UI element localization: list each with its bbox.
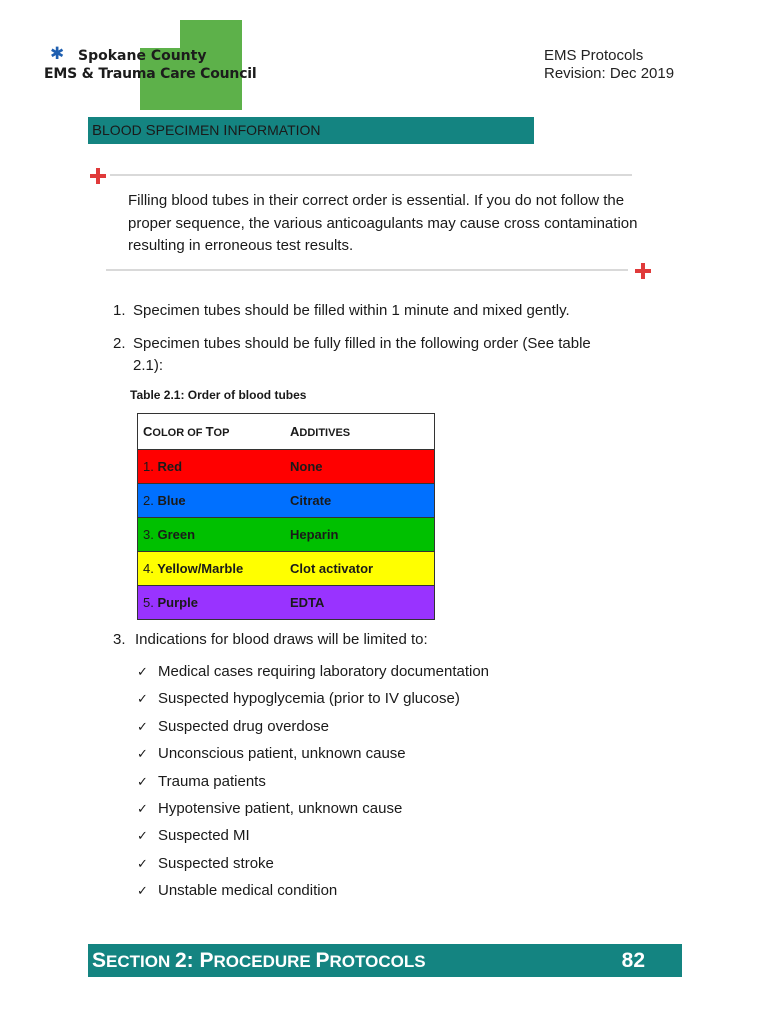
checkmark-icon: ✓ (137, 884, 148, 900)
heading-text: PECIMEN (155, 122, 224, 138)
tube-additive: Clot activator (290, 561, 374, 576)
revision-date: Revision: Dec 2019 (544, 65, 675, 82)
heading-text: NFORMATION (227, 122, 321, 138)
step-1 (113, 300, 633, 322)
list-item: ✓ Unstable medical condition (137, 881, 489, 908)
tube-color: Red (157, 459, 183, 474)
callout-top-rule (110, 174, 632, 176)
table-row (138, 483, 434, 517)
tube-additive: None (290, 459, 323, 474)
tube-color: Green (157, 527, 196, 542)
checkmark-icon: ✓ (137, 692, 148, 708)
list-item: ✓ Trauma patients (137, 772, 489, 799)
tube-color: Blue (157, 493, 186, 508)
checkmark-icon: ✓ (137, 719, 148, 735)
list-item: ✓ Suspected hypoglycemia (prior to IV glucose) (137, 689, 489, 716)
blood-tube-table (137, 413, 435, 620)
tube-additive: Heparin (290, 527, 339, 542)
step-text-cont: 2.1): (133, 357, 164, 374)
callout-text: Filling blood tubes in their correct order is essential. If you do not follow the proper sequence, the various anticoagulants may cause cross contamination resulting in erroneous test results. (128, 192, 638, 254)
heading-cap: B (92, 122, 103, 139)
heading-text: LOOD (102, 122, 146, 138)
logo-line-1: Spokane County (78, 48, 207, 64)
section-heading (88, 117, 534, 144)
checkmark-icon: ✓ (137, 856, 148, 872)
checkmark-icon: ✓ (137, 801, 148, 817)
list-item: ✓ Suspected drug overdose (137, 717, 489, 744)
tube-color: Yellow/Marble (157, 561, 244, 576)
checkmark-icon: ✓ (137, 747, 148, 763)
checkmark-icon: ✓ (137, 774, 148, 790)
tube-color: Purple (157, 595, 198, 610)
table-row (138, 517, 434, 551)
red-cross-icon (635, 263, 651, 279)
step-3 (113, 630, 428, 650)
tube-additive: Citrate (290, 493, 332, 508)
indications-list (137, 662, 489, 909)
star-of-life-icon: ✱ (50, 44, 65, 63)
table-row (138, 551, 434, 585)
checkmark-icon: ✓ (137, 665, 148, 680)
step-2 (113, 333, 613, 377)
header-additives: ADDITIVES (290, 424, 351, 439)
list-item: ✓ Hypotensive patient, unknown cause (137, 799, 489, 826)
heading-cap: I (223, 122, 228, 139)
step-number: 2. (113, 335, 126, 352)
row-number: 2. (143, 493, 154, 508)
table-row (138, 449, 434, 483)
red-cross-icon (90, 168, 106, 184)
heading-cap: S (145, 122, 156, 139)
doc-title: EMS Protocols (544, 47, 644, 64)
logo-line-2: EMS & Trauma Care Council (44, 66, 257, 82)
step-number: 1. (113, 302, 126, 319)
table-caption: Table 2.1: Order of blood tubes (130, 388, 307, 402)
row-number: 4. (143, 561, 154, 576)
footer-bar (88, 944, 682, 977)
row-number: 3. (143, 527, 154, 542)
callout-bottom-rule (106, 269, 628, 271)
step-text: Indications for blood draws will be limited to: (135, 631, 428, 648)
document-header (544, 47, 674, 83)
list-item: ✓ Unconscious patient, unknown cause (137, 744, 489, 771)
step-number: 3. (113, 631, 126, 648)
footer-section-title: SECTION 2: PROCEDURE PROTOCOLS (92, 949, 426, 972)
step-text: Specimen tubes should be filled within 1 minute and mixed gently. (133, 302, 570, 319)
list-item: ✓ Medical cases requiring laboratory documentation (137, 662, 489, 689)
header-color-of-top: COLOR OF TOP (143, 424, 230, 439)
row-number: 1. (143, 459, 154, 474)
list-item: ✓ Suspected stroke (137, 854, 489, 881)
table-header-row (138, 414, 434, 449)
step-text: Specimen tubes should be fully filled in the following order (See table (133, 335, 591, 352)
checkmark-icon: ✓ (137, 829, 148, 845)
list-item: ✓ Suspected MI (137, 826, 489, 853)
page-number: 82 (621, 949, 645, 972)
row-number: 5. (143, 595, 154, 610)
table-row (138, 585, 434, 619)
logo-green-block (140, 20, 242, 110)
council-logo (44, 18, 257, 110)
tube-additive: EDTA (290, 595, 325, 610)
